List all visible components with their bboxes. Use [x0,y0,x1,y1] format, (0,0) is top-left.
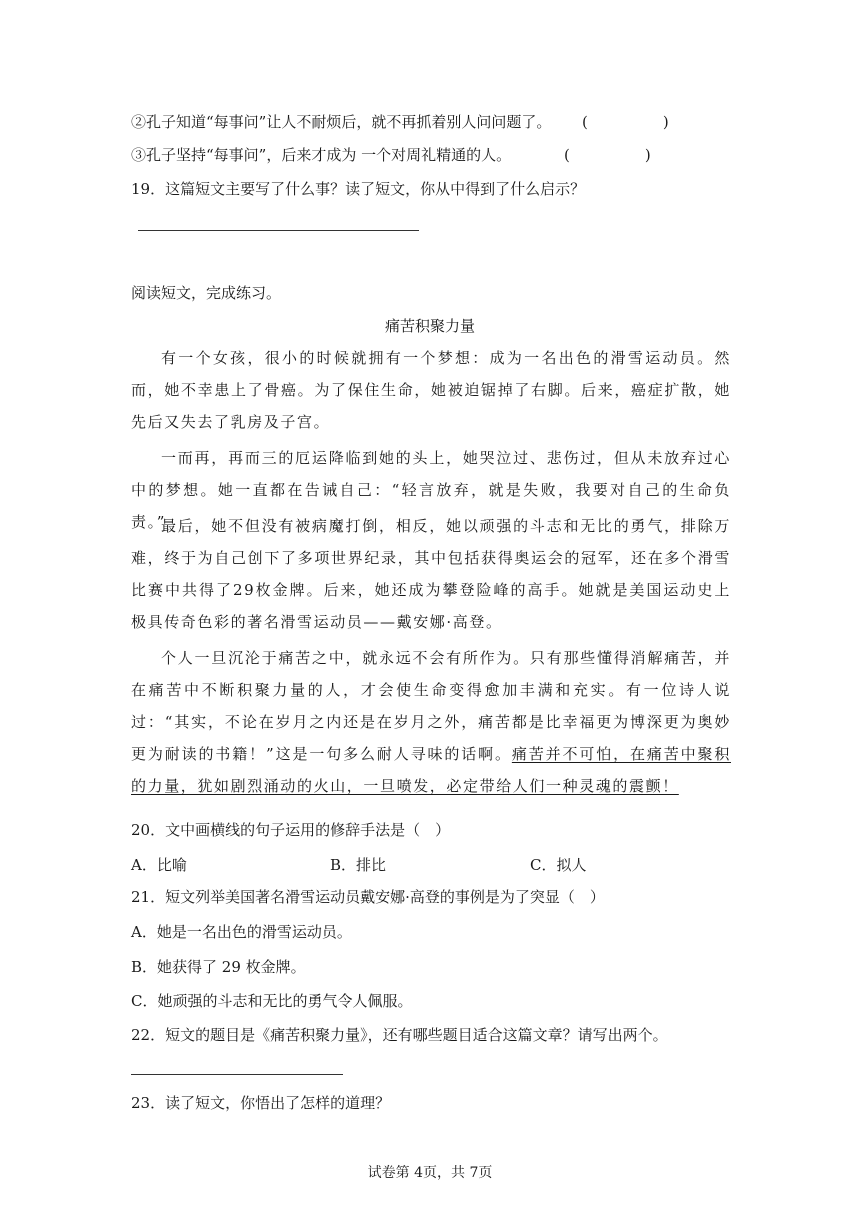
q23-question: 23．读了短文，你悟出了怎样的道理？ [131,1094,391,1112]
q18-item2-text: ②孔子知道“每事问”让人不耐烦后，就不再抓着别人问问题了。 [131,113,552,131]
q18-item3-text: ③孔子坚持“每事问”，后来才成为 一个对周礼精通的人。 [131,146,512,164]
q21-question: 21．短文列举美国著名滑雪运动员戴安娜·高登的事例是为了突显（ ） [131,888,605,906]
passage-paragraph-4 [131,642,731,802]
passage-paragraph-2: 一而再，再而三的厄运降临到她的头上，她哭泣过、悲伤过，但从未放弃过心中的梦想。她一直都在告诫自己：“轻言放弃，就是失败，我要对自己的生命负责。” [131,449,731,531]
q18-item2 [131,112,551,132]
q18-item2-answer-paren[interactable]: ( ) [582,113,669,131]
q21-option-a[interactable]: A．她是一名出色的滑雪运动员。 [131,923,352,941]
q21-option-c[interactable]: C．她顽强的斗志和无比的勇气令人佩服。 [131,992,413,1010]
q20-option-b[interactable]: B．排比 [330,856,387,874]
passage-paragraph-1: 有一个女孩，很小的时候就拥有一个梦想：成为一名出色的滑雪运动员。然而，她不幸患上了骨癌。为了保住生命，她被迫锯掉了右脚。后来，癌症扩散，她先后又失去了乳房及子宫。 [131,349,731,431]
q22-answer-line[interactable] [131,1074,343,1075]
q22-question: 22．短文的题目是《痛苦积聚力量》，还有哪些题目适合这篇文章？请写出两个。 [131,1026,668,1044]
underlined-sentence: 痛苦并不可怕，在痛苦中聚积的力量，犹如剧烈涌动的火山，一旦喷发，必定带给人们一种灵魂的震颤！ [131,745,731,795]
q21-option-b[interactable]: B．她获得了 29 枚金牌。 [131,958,306,976]
passage-title: 痛苦积聚力量 [384,317,475,335]
passage-paragraph-4-text: 个人一旦沉沦于痛苦之中，就永远不会有所作为。只有那些懂得消解痛苦，并在痛苦中不断积聚力量的人，才会使生命变得愈加丰满和充实。有一位诗人说过：“其实，不论在岁月之内还是在岁月之外，痛苦都是比幸福更为博深更为奥妙更为耐读的书籍！”这是一句多么耐人寻味的话啊。 [131,649,731,763]
q18-item3 [131,145,511,165]
passage-paragraph-3: 最后，她不但没有被病魔打倒，相反，她以顽强的斗志和无比的勇气，排除万难，终于为自己创下了多项世界纪录，其中包括获得奥运会的冠军，还在多个滑雪比赛中共得了29枚金牌。后来，她还成为攀登险峰的高手。她就是美国运动史上极具传奇色彩的著名滑雪运动员——戴安娜·高登。 [131,517,731,631]
q18-item3-answer-paren[interactable]: ( ) [564,146,651,164]
q19-question: 19．这篇短文主要写了什么事？读了短文，你从中得到了什么启示？ [131,180,586,198]
page-footer: 试卷第 4页，共 7页 [367,1165,493,1181]
q20-option-a[interactable]: A．比喻 [131,856,187,874]
q20-question: 20．文中画横线的句子运用的修辞手法是（ ） [131,821,451,839]
q20-option-c[interactable]: C．拟人 [530,856,587,874]
reading-instruction: 阅读短文，完成练习。 [131,284,282,302]
q19-answer-line[interactable] [138,230,419,231]
